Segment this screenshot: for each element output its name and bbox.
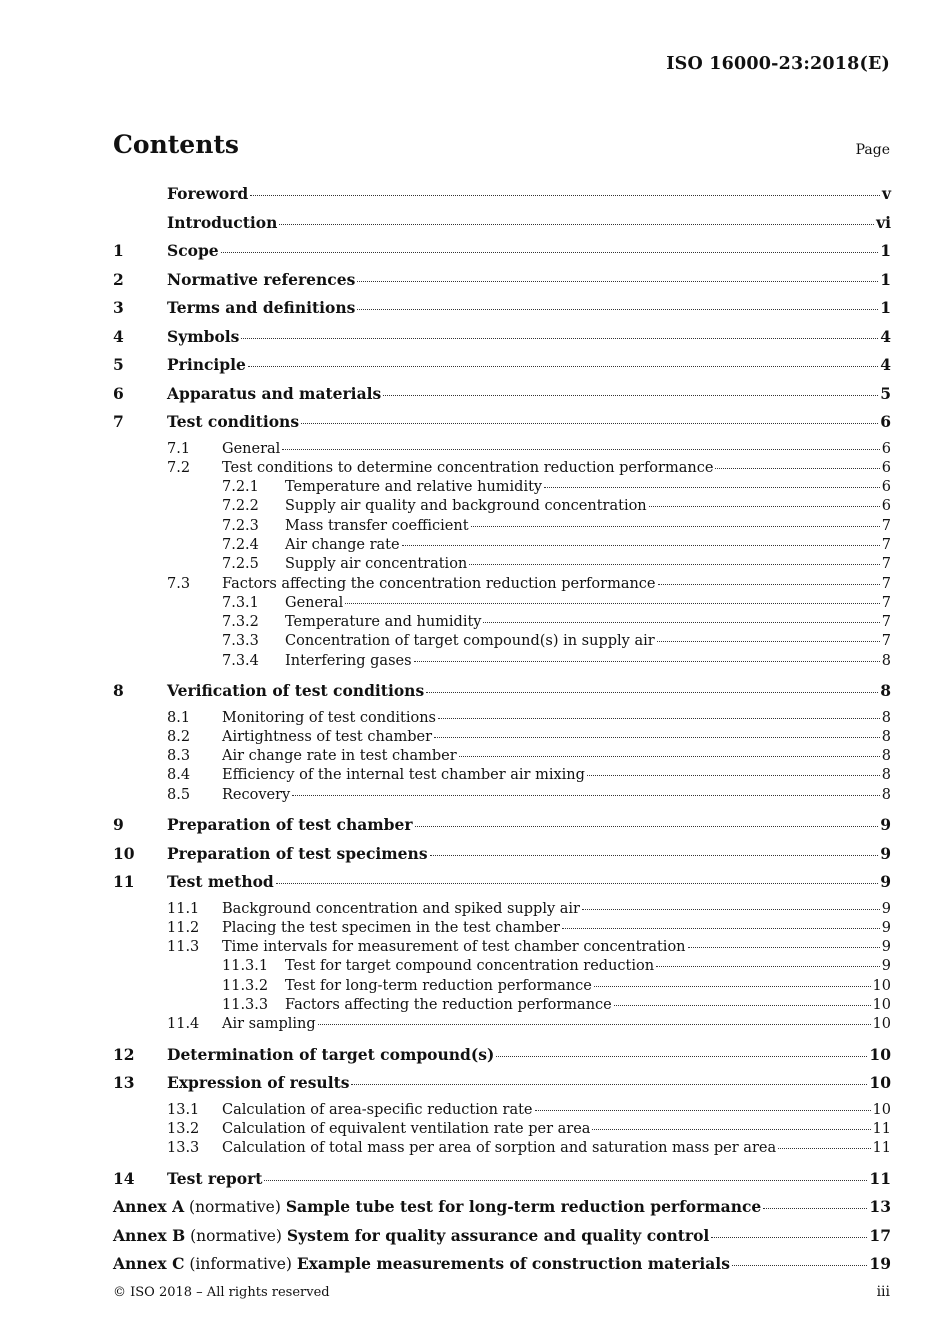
toc-entry-number: 13.1 (167, 1101, 200, 1118)
toc-entry-title: Preparation of test specimens (167, 843, 428, 863)
toc-entry-page: 8 (881, 748, 891, 765)
toc-entry-number: 13 (113, 1073, 135, 1093)
toc-entry-number: 3 (113, 298, 124, 317)
toc-entry-title: Supply air concentration (285, 556, 468, 573)
toc-entry-title: General (285, 594, 344, 611)
dot-leader (715, 468, 879, 469)
toc-entry-title: Test conditions to determine concentration reduction performance (222, 459, 714, 476)
toc-entry[interactable] (113, 479, 891, 498)
toc-entry-number: 8.2 (167, 728, 191, 745)
toc-entry-title: Scope (167, 241, 219, 260)
toc-entry-number: 7.3.3 (222, 633, 259, 650)
toc-entry[interactable] (113, 844, 891, 873)
toc-entry[interactable] (113, 184, 891, 213)
toc-entry-number: 11.4 (167, 1016, 200, 1033)
toc-entry-title: Expression of results (167, 1073, 350, 1093)
toc-entry-page: 6 (880, 412, 891, 431)
toc-entry[interactable] (113, 729, 891, 748)
toc-entry-title: Preparation of test chamber (167, 815, 413, 835)
toc-entry-number: 11.2 (167, 919, 200, 936)
toc-entry-title: Monitoring of test conditions (222, 709, 436, 726)
toc-entry-page: v (881, 184, 891, 203)
toc-entry-number: 8 (113, 681, 124, 701)
toc-entry-title: Apparatus and materials (167, 383, 382, 403)
dot-leader (250, 195, 880, 196)
toc-entry-page: 9 (881, 958, 891, 975)
toc-entry-title: Factors affecting the reduction performance (285, 997, 612, 1014)
dot-leader (426, 692, 878, 693)
toc-entry-number: 8.5 (167, 786, 191, 803)
toc-entry-number: 7 (113, 412, 124, 431)
toc-entry-title: Airtightness of test chamber (222, 728, 433, 745)
toc-entry[interactable] (113, 1121, 891, 1140)
toc-entry[interactable] (113, 1016, 891, 1035)
toc-entry-page: 9 (880, 843, 891, 863)
toc-entry-page: 10 (872, 997, 891, 1014)
toc-entry-number: 7.1 (167, 440, 191, 457)
toc-entry-page: 8 (881, 709, 891, 726)
toc-entry-title: Air change rate in test chamber (222, 748, 457, 765)
toc-entry[interactable] (113, 978, 891, 997)
annex-type: (informative) (189, 1255, 292, 1274)
dot-leader (279, 224, 874, 225)
toc-entry-title: Verification of test conditions (167, 681, 425, 701)
toc-entry-number: 8.1 (167, 709, 191, 726)
dot-leader (658, 584, 880, 585)
toc-annex-entry[interactable] (113, 1197, 891, 1226)
dot-leader (688, 947, 880, 948)
toc-entry[interactable] (113, 633, 891, 652)
toc-entry[interactable] (113, 298, 891, 327)
toc-entry-number: 8.4 (167, 767, 191, 784)
toc-entry-number: 7.2 (167, 459, 191, 476)
toc-entry-page: 10 (872, 1016, 891, 1033)
toc-entry-page: 4 (880, 326, 891, 346)
toc-entry-title: Factors affecting the concentration reduction performance (222, 575, 656, 592)
dot-leader (282, 449, 879, 450)
toc-entry-number: 11.3.2 (222, 977, 269, 994)
toc-entry-number: 1 (113, 241, 124, 260)
dot-leader (241, 338, 878, 339)
dot-leader (732, 1265, 868, 1266)
toc-entry-page: 4 (880, 355, 891, 374)
table-of-contents (113, 184, 891, 1283)
toc-entry[interactable] (113, 270, 891, 299)
toc-entry-page: 6 (881, 459, 891, 476)
toc-entry-title: Calculation of total mass per area of sorption and saturation mass per area (222, 1140, 777, 1157)
page-number: iii (876, 1284, 890, 1300)
toc-entry-title: Concentration of target compound(s) in supply air (285, 633, 655, 650)
toc-entry-page: 13 (869, 1197, 891, 1217)
annex-label: Annex C (113, 1254, 185, 1274)
toc-entry[interactable] (113, 355, 891, 384)
toc-entry-title: Calculation of area-specific reduction rate (222, 1101, 533, 1118)
toc-entry-page: 7 (881, 575, 891, 592)
toc-entry-page: vi (876, 212, 891, 232)
toc-entry-title: Normative references (167, 269, 356, 289)
dot-leader (582, 909, 880, 910)
toc-entry[interactable] (113, 815, 891, 844)
dot-leader (469, 564, 880, 565)
dot-leader (292, 795, 880, 796)
toc-entry-page: 7 (881, 614, 891, 631)
toc-entry[interactable] (113, 748, 891, 767)
toc-entry[interactable] (113, 412, 891, 441)
toc-entry-number: 4 (113, 326, 124, 346)
dot-leader (357, 281, 878, 282)
annex-type: (normative) (189, 1198, 281, 1217)
toc-entry-title: Test for target compound concentration reduction (285, 958, 655, 975)
toc-entry[interactable] (113, 441, 891, 460)
toc-entry-page: 10 (869, 1073, 891, 1093)
toc-entry[interactable] (113, 384, 891, 413)
dot-leader (763, 1208, 867, 1209)
toc-entry-page: 6 (881, 479, 891, 496)
toc-entry-title: Determination of target compound(s) (167, 1044, 495, 1064)
toc-entry[interactable] (113, 241, 891, 270)
toc-entry-page: 10 (872, 977, 891, 994)
annex-heading (113, 1226, 709, 1245)
dot-leader (345, 603, 879, 604)
dot-leader (402, 545, 880, 546)
toc-entry-number: 7.2.3 (222, 517, 259, 534)
dot-leader (434, 737, 880, 738)
toc-entry-number: 7.2.4 (222, 536, 259, 553)
toc-entry-page: 19 (869, 1254, 891, 1274)
toc-entry-page: 7 (881, 633, 891, 650)
dot-leader (657, 641, 880, 642)
toc-entry-title: Foreword (167, 184, 249, 203)
toc-entry-number: 11.3.3 (222, 997, 269, 1014)
toc-entry-number: 7.3.2 (222, 614, 259, 631)
toc-entry-title: Efficiency of the internal test chamber air mixing (222, 767, 585, 784)
toc-entry-page: 8 (880, 681, 891, 701)
toc-entry[interactable] (113, 518, 891, 537)
toc-entry-title: Terms and definitions (167, 298, 356, 317)
document-id: ISO 16000-23:2018(E) (666, 54, 890, 74)
toc-entry-number: 7.2.1 (222, 479, 259, 496)
dot-leader (383, 395, 878, 396)
toc-entry[interactable] (113, 213, 891, 242)
toc-entry[interactable] (113, 653, 891, 672)
toc-entry[interactable] (113, 767, 891, 786)
toc-entry-page: 9 (880, 815, 891, 835)
toc-entry-title: Interfering gases (285, 652, 412, 669)
dot-leader (415, 826, 879, 827)
annex-title: Example measurements of construction materials (296, 1254, 730, 1274)
toc-entry[interactable] (113, 787, 891, 806)
toc-entry-number: 7.3.4 (222, 652, 259, 669)
toc-entry-page: 5 (880, 383, 891, 403)
toc-entry-number: 9 (113, 815, 124, 835)
page-title: Contents (113, 130, 240, 159)
toc-entry-page: 7 (881, 556, 891, 573)
toc-entry[interactable] (113, 1045, 891, 1074)
annex-label: Annex B (113, 1225, 186, 1245)
toc-entry-title: Supply air quality and background concentration (285, 498, 647, 515)
dot-leader (656, 966, 880, 967)
toc-entry[interactable] (113, 997, 891, 1016)
toc-entry[interactable] (113, 710, 891, 729)
dot-leader (264, 1180, 867, 1181)
toc-entry[interactable] (113, 872, 891, 901)
toc-entry[interactable] (113, 958, 891, 977)
toc-annex-entry[interactable] (113, 1254, 891, 1283)
toc-entry-page: 8 (881, 767, 891, 784)
toc-entry-number: 11 (113, 872, 135, 892)
dot-leader (594, 986, 871, 987)
toc-entry-number: 13.3 (167, 1140, 200, 1157)
toc-entry-number: 2 (113, 269, 124, 289)
toc-entry-page: 1 (880, 269, 891, 289)
toc-entry-title: General (222, 440, 281, 457)
dot-leader (357, 309, 878, 310)
toc-entry[interactable] (113, 460, 891, 479)
dot-leader (592, 1129, 870, 1130)
toc-entry-number: 13.2 (167, 1120, 200, 1137)
toc-entry[interactable] (113, 537, 891, 556)
toc-annex-entry[interactable] (113, 1226, 891, 1255)
dot-leader (414, 661, 880, 662)
toc-entry-page: 10 (872, 1101, 891, 1118)
toc-entry[interactable] (113, 498, 891, 517)
dot-leader (778, 1148, 870, 1149)
toc-entry-title: Background concentration and spiked supply air (222, 900, 580, 917)
toc-entry-number: 7.2.2 (222, 498, 259, 515)
toc-entry-title: Test conditions (167, 412, 300, 431)
toc-entry-page: 6 (881, 498, 891, 515)
toc-entry-number: 6 (113, 383, 124, 403)
dot-leader (318, 1024, 871, 1025)
annex-heading (113, 1254, 730, 1273)
toc-entry-title: Principle (167, 355, 246, 374)
toc-entry-page: 7 (881, 594, 891, 611)
toc-entry-title: Test for long-term reduction performance (285, 977, 592, 994)
toc-entry-title: Temperature and relative humidity (285, 479, 543, 496)
toc-entry-page: 8 (881, 786, 891, 803)
toc-entry-number: 7.3 (167, 575, 191, 592)
toc-entry-page: 9 (881, 900, 891, 917)
annex-title: System for quality assurance and quality control (286, 1225, 710, 1245)
dot-leader (301, 423, 878, 424)
annex-title: Sample tube test for long-term reduction performance (285, 1197, 762, 1217)
toc-entry-title: Temperature and humidity (285, 614, 482, 631)
toc-entry[interactable] (113, 1102, 891, 1121)
toc-entry-number: 10 (113, 843, 135, 863)
toc-entry-page: 1 (880, 298, 891, 317)
annex-type: (normative) (190, 1226, 282, 1245)
dot-leader (471, 526, 880, 527)
toc-entry[interactable] (113, 681, 891, 710)
toc-entry-title: Introduction (167, 212, 278, 232)
copyright-notice: © ISO 2018 – All rights reserved (113, 1285, 330, 1300)
toc-entry-title: Air sampling (222, 1016, 316, 1033)
dot-leader (587, 775, 880, 776)
dot-leader (562, 928, 880, 929)
toc-entry[interactable] (113, 556, 891, 575)
toc-entry-number: 8.3 (167, 748, 191, 765)
dot-leader (496, 1056, 867, 1057)
toc-entry-page: 17 (869, 1225, 891, 1245)
toc-entry[interactable] (113, 1073, 891, 1102)
dot-leader (438, 718, 880, 719)
toc-entry-number: 7.2.5 (222, 556, 259, 573)
toc-entry[interactable] (113, 614, 891, 633)
toc-entry-number: 11.3.1 (222, 958, 269, 975)
annex-label: Annex A (113, 1197, 185, 1217)
toc-entry-page: 7 (881, 536, 891, 553)
toc-entry-page: 11 (872, 1120, 891, 1137)
toc-entry-title: Time intervals for measurement of test chamber concentration (222, 939, 686, 956)
toc-entry-title: Symbols (167, 326, 240, 346)
dot-leader (221, 252, 879, 253)
dot-leader (711, 1237, 867, 1238)
toc-entry-title: Air change rate (285, 536, 400, 553)
toc-entry[interactable] (113, 576, 891, 595)
toc-entry[interactable] (113, 327, 891, 356)
toc-entry-number: 7.3.1 (222, 594, 259, 611)
toc-entry-page: 1 (880, 241, 891, 260)
toc-entry[interactable] (113, 939, 891, 958)
toc-entry-number: 5 (113, 355, 124, 374)
toc-entry[interactable] (113, 1169, 891, 1198)
toc-entry-page: 6 (881, 440, 891, 457)
toc-entry-page: 9 (881, 939, 891, 956)
dot-leader (544, 487, 880, 488)
toc-entry-number: 11.1 (167, 900, 200, 917)
toc-entry-title: Calculation of equivalent ventilation rate per area (222, 1120, 591, 1137)
dot-leader (351, 1084, 867, 1085)
toc-entry-title: Placing the test specimen in the test chamber (222, 919, 560, 936)
toc-entry-page: 8 (881, 728, 891, 745)
toc-entry-page: 8 (881, 652, 891, 669)
toc-entry-number: 11.3 (167, 939, 200, 956)
page-column-label: Page (855, 142, 890, 158)
toc-entry-page: 7 (881, 517, 891, 534)
toc-entry-title: Test report (167, 1168, 263, 1188)
toc-entry-number: 14 (113, 1168, 135, 1188)
annex-heading (113, 1197, 761, 1216)
toc-entry-title: Mass transfer coefficient (285, 517, 469, 534)
toc-entry-page: 9 (881, 919, 891, 936)
toc-entry-page: 10 (869, 1044, 891, 1064)
dot-leader (535, 1110, 871, 1111)
toc-entry[interactable] (113, 901, 891, 920)
toc-entry-title: Test method (167, 872, 274, 892)
toc-entry[interactable] (113, 920, 891, 939)
toc-entry-page: 11 (869, 1168, 891, 1188)
toc-entry-number: 12 (113, 1044, 135, 1064)
dot-leader (430, 855, 879, 856)
dot-leader (459, 756, 880, 757)
toc-entry-page: 9 (880, 872, 891, 892)
toc-entry-page: 11 (872, 1140, 891, 1157)
dot-leader (248, 366, 878, 367)
dot-leader (614, 1005, 871, 1006)
dot-leader (276, 883, 878, 884)
dot-leader (649, 506, 880, 507)
toc-entry[interactable] (113, 595, 891, 614)
dot-leader (483, 622, 879, 623)
toc-entry[interactable] (113, 1140, 891, 1159)
toc-entry-title: Recovery (222, 786, 291, 803)
